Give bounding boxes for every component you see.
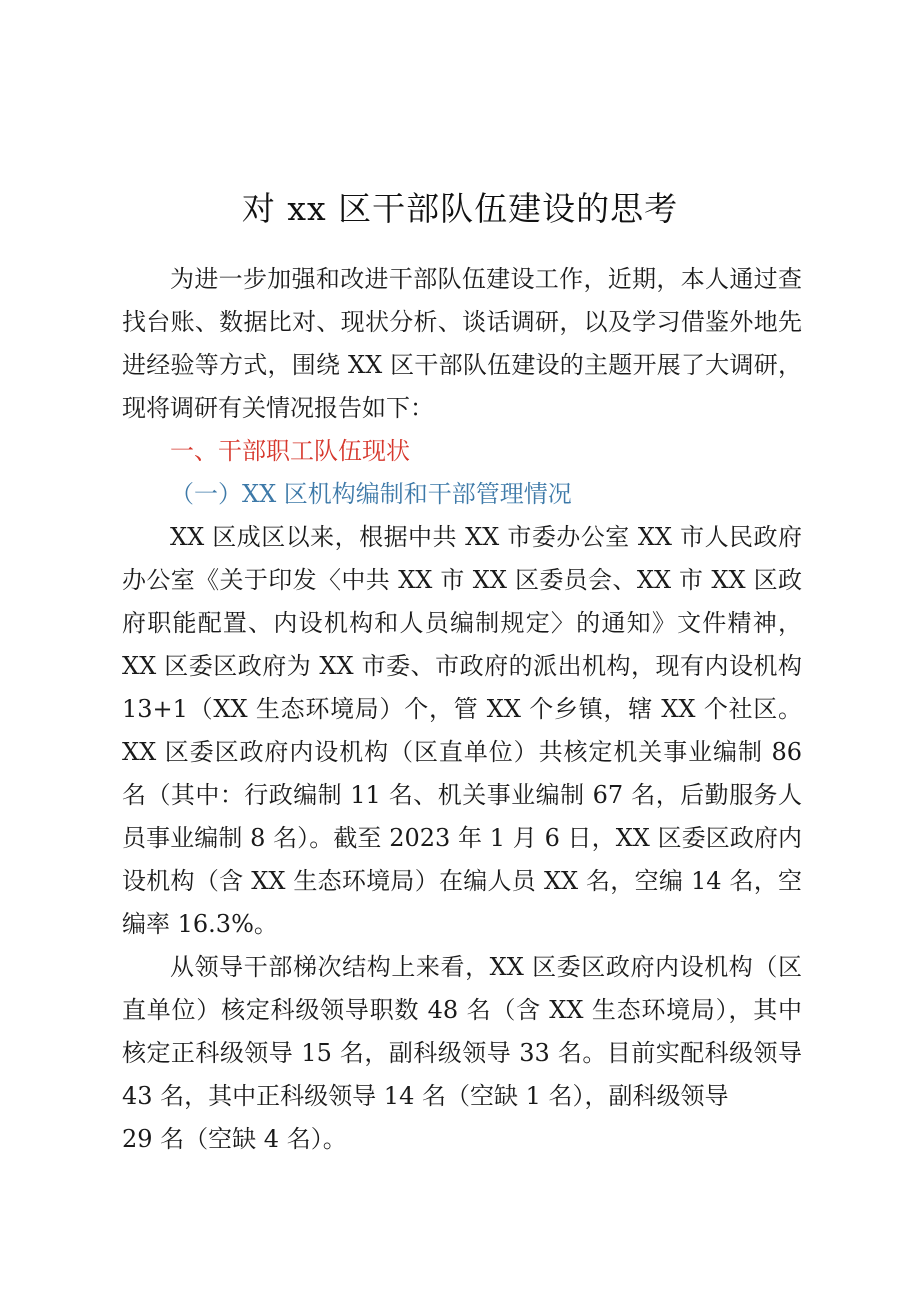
paragraph-leadership (122, 946, 802, 1161)
document-body (122, 258, 802, 1161)
subsection-heading: （一）XX 区机构编制和干部管理情况 (170, 480, 572, 508)
section-heading: 一、干部职工队伍现状 (170, 437, 410, 465)
paragraph-leadership-main: 从领导干部梯次结构上来看，XX 区委区政府内设机构（区直单位）核定科级领导职数 48 名（含 XX 生态环境局），其中核定正科级领导 15 名，副科级领导 33 名。目前实配科级领导 43 名，其中正科级领导 14 名（空缺 1 名），副科级领导 (122, 953, 802, 1110)
paragraph-organization: XX 区成区以来，根据中共 XX 市委办公室 XX 市人民政府办公室《关于印发〈中共 XX 市 XX 区委员会、XX 市 XX 区政府职能配置、内设机构和人员编制规定〉的通知》文件精神，XX 区委区政府为 XX 市委、市政府的派出机构，现有内设机构 13+1（XX 生态环境局）个，管 XX 个乡镇，辖 XX 个社区。XX 区委区政府内设机构（区直单位）共核定机关事业编制 86 名（其中：行政编制 11 名、机关事业编制 67 名，后勤服务人员事业编制 8 名）。截至 2023 年 1 月 6 日，XX 区委区政府内设机构（含 XX 生态环境局）在编人员 XX 名，空编 14 名，空编率 16.3%。 (122, 523, 802, 938)
paragraph-leadership-tail: 29 名（空缺 4 名）。 (122, 1125, 347, 1153)
document-title: 对 xx 区干部队伍建设的思考 (241, 189, 679, 228)
intro-paragraph: 为进一步加强和改进干部队伍建设工作，近期，本人通过查找台账、数据比对、现状分析、谈话调研，以及学习借鉴外地先进经验等方式，围绕 XX 区干部队伍建设的主题开展了大调研，现将调研有关情况报告如下： (122, 265, 802, 422)
